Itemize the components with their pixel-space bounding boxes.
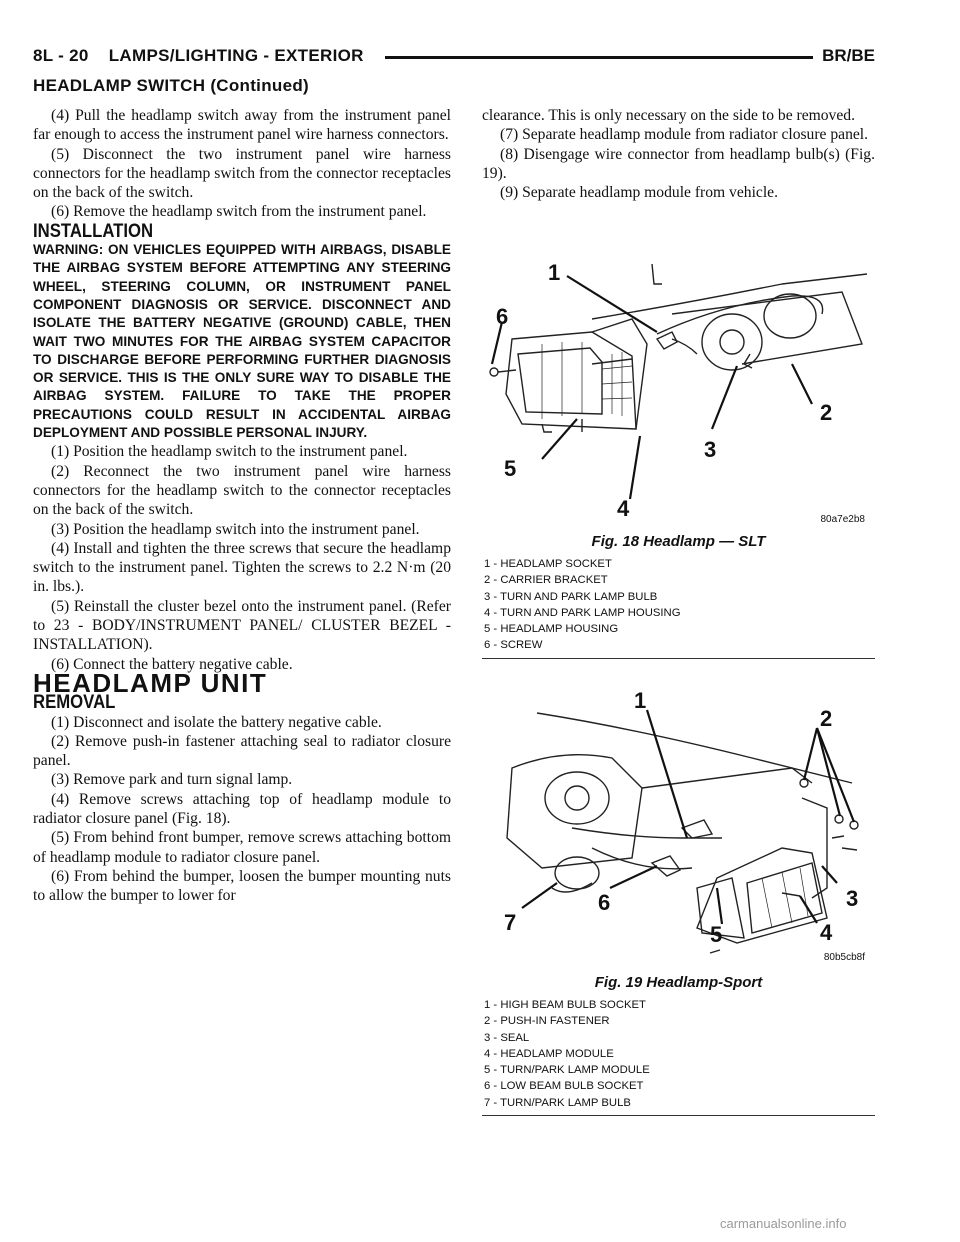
step-paragraph: (4) Pull the headlamp switch away from the instrument panel far enough to access the instrument panel wire harness connectors. <box>33 107 451 144</box>
figure-caption: Fig. 19 Headlamp-Sport <box>594 974 763 991</box>
callout: 6 <box>496 304 509 329</box>
figure-id: 80b5cb8f <box>823 952 865 963</box>
legend-item: 5 - TURN/PARK LAMP MODULE <box>484 1064 650 1077</box>
legend-item: 4 - HEADLAMP MODULE <box>484 1047 614 1060</box>
figure-rule <box>482 1115 875 1116</box>
callout: 2 <box>820 706 833 731</box>
legend-item: 5 - HEADLAMP HOUSING <box>484 623 619 636</box>
callout: 4 <box>617 496 630 521</box>
step-paragraph: (6) Connect the battery negative cable. <box>51 655 293 673</box>
callout: 7 <box>504 910 517 935</box>
step-paragraph: (8) Disengage wire connector from headlamp bulb(s) (Fig. 19). <box>482 145 875 182</box>
step-paragraph: (5) From behind front bumper, remove screws attaching bottom of headlamp module to radiator closure panel. <box>33 829 451 866</box>
header-rule <box>385 56 813 59</box>
callout: 6 <box>598 890 611 915</box>
figure-caption: Fig. 18 Headlamp — SLT <box>591 533 766 550</box>
figure-rule <box>482 658 875 659</box>
legend-item: 6 - LOW BEAM BULB SOCKET <box>484 1080 644 1093</box>
page-header <box>33 46 875 70</box>
headlamp-sport-illustration <box>482 688 875 970</box>
left-column <box>33 106 451 905</box>
figure-legend <box>482 556 875 654</box>
legend-item: 1 - HEADLAMP SOCKET <box>484 558 612 570</box>
step-paragraph: (6) Remove the headlamp switch from the instrument panel. <box>51 203 427 221</box>
figure-18 <box>482 244 875 659</box>
step-paragraph: (4) Remove screws attaching top of headlamp module to radiator closure panel (Fig. 18). <box>33 790 451 827</box>
installation-heading: INSTALLATION <box>33 220 154 242</box>
step-paragraph: (3) Position the headlamp switch into the instrument panel. <box>51 520 420 538</box>
step-paragraph: (5) Reinstall the cluster bezel onto the instrument panel. (Refer to 23 - BODY/INSTRUMENT PANEL/ CLUSTER BEZEL - INSTALLATION). <box>33 597 451 654</box>
legend-item: 1 - HIGH BEAM BULB SOCKET <box>484 999 646 1011</box>
step-paragraph: (1) Position the headlamp switch to the instrument panel. <box>51 443 408 461</box>
figure-id: 80a7e2b8 <box>820 514 865 525</box>
legend-item: 3 - SEAL <box>484 1031 530 1044</box>
step-paragraph: (2) Remove push-in fastener attaching seal to radiator closure panel. <box>33 732 451 770</box>
legend-item: 2 - CARRIER BRACKET <box>484 574 608 587</box>
callout: 5 <box>504 456 517 481</box>
callout: 3 <box>704 437 717 462</box>
model-code: BR/BE <box>822 46 875 65</box>
callout: 5 <box>710 922 723 947</box>
legend-item: 4 - TURN AND PARK LAMP HOUSING <box>484 606 681 619</box>
step-paragraph: (5) Disconnect the two instrument panel wire harness connectors for the headlamp switch from the connector receptacles on the back of the switch. <box>33 145 451 202</box>
section-heading: HEADLAMP UNIT <box>33 667 268 698</box>
step-paragraph: (9) Separate headlamp module from vehicle. <box>500 184 778 202</box>
step-paragraph: (7) Separate headlamp module from radiator closure panel. <box>500 126 869 144</box>
step-paragraph: (6) From behind the bumper, loosen the bumper mounting nuts to allow the bumper to lower for <box>33 867 451 905</box>
step-paragraph: clearance. This is only necessary on the side to be removed. <box>482 107 855 124</box>
legend-item: 6 - SCREW <box>484 639 543 652</box>
airbag-warning: WARNING: ON VEHICLES EQUIPPED WITH AIRBAGS, DISABLE THE AIRBAG SYSTEM BEFORE ATTEMPTING ANY STEERING WHEEL, STEERING COLUMN, OR INSTRUMENT PANEL COMPONENT DIAGNOSIS OR SERVICE. DISCONNECT AND ISOLATE THE BATTERY NEGATIVE (GROUND) CABLE, THEN WAIT TWO MINUTES FOR THE AIRBAG SYSTEM CAPACITOR TO DISCHARGE BEFORE PERFORMING FURTHER DIAGNOSIS OR SERVICE. THIS IS THE ONLY SURE WAY TO DISABLE THE AIRBAG SYSTEM. FAILURE TO TAKE THE PROPER PRECAUTIONS COULD RESULT IN ACCIDENTAL AIRBAG DEPLOYMENT AND POSSIBLE PERSONAL INJURY. <box>33 242 451 441</box>
continued-heading: HEADLAMP SWITCH (Continued) <box>33 76 309 95</box>
callout: 1 <box>634 688 647 713</box>
callout: 3 <box>846 886 859 911</box>
right-column <box>482 106 875 202</box>
watermark: carmanualsonline.info <box>720 1216 847 1231</box>
step-paragraph: (4) Install and tighten the three screws that secure the headlamp switch to the instrument panel. Tighten the screws to 2.2 N·m (20 in. lbs.). <box>33 539 451 596</box>
figure-legend <box>482 997 875 1111</box>
legend-item: 7 - TURN/PARK LAMP BULB <box>484 1096 631 1109</box>
callout: 2 <box>820 400 833 425</box>
step-paragraph: (3) Remove park and turn signal lamp. <box>51 771 293 789</box>
headlamp-slt-illustration <box>482 244 875 529</box>
page-title: 8L - 20 LAMPS/LIGHTING - EXTERIOR <box>33 46 364 65</box>
legend-item: 2 - PUSH-IN FASTENER <box>484 1015 610 1028</box>
callout: 4 <box>820 920 833 945</box>
removal-heading: REMOVAL <box>33 692 116 714</box>
step-paragraph: (2) Reconnect the two instrument panel wire harness connectors for the headlamp switch to the connector receptacles on the back of the switch. <box>33 462 451 519</box>
legend-item: 3 - TURN AND PARK LAMP BULB <box>484 590 658 603</box>
figure-19 <box>482 688 875 1116</box>
step-paragraph: (1) Disconnect and isolate the battery negative cable. <box>51 713 382 731</box>
callout: 1 <box>548 260 561 285</box>
